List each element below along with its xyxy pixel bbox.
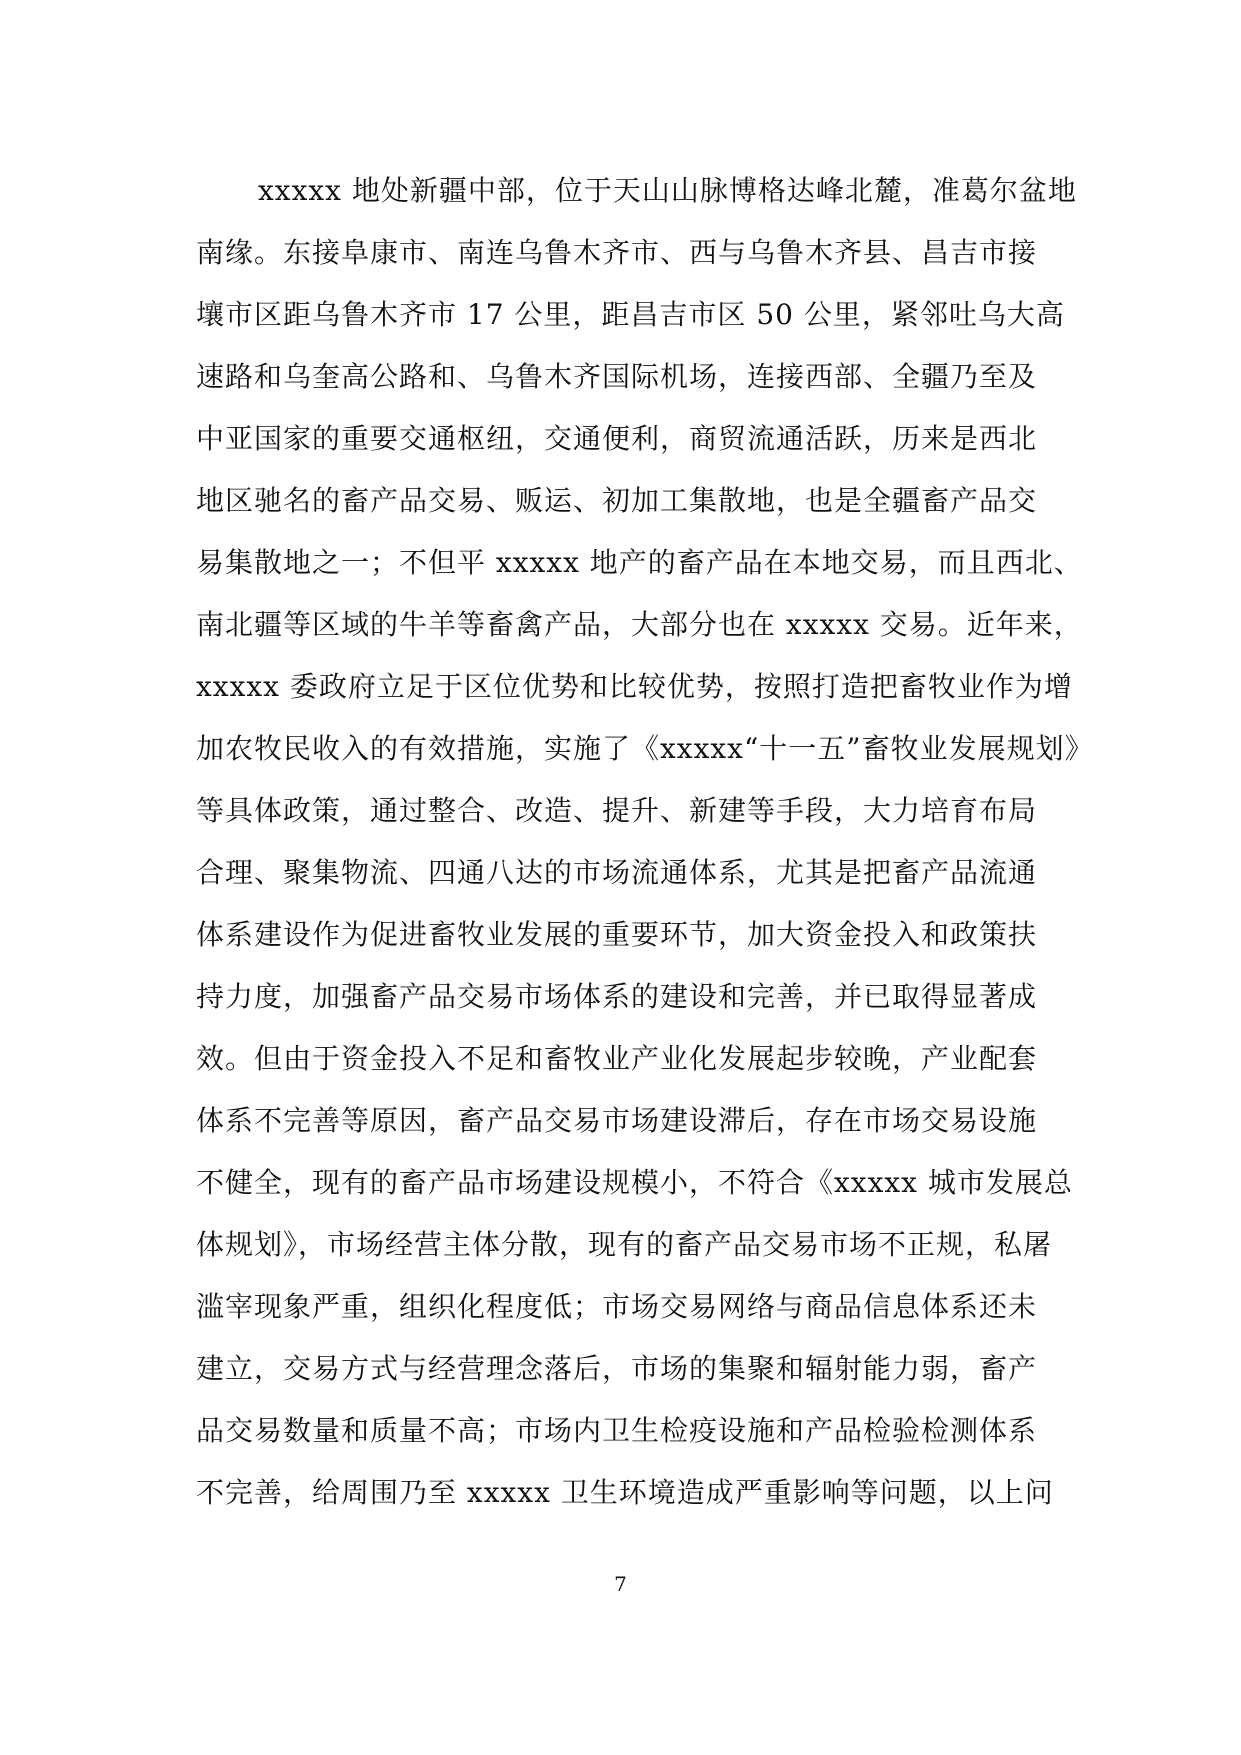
text-line: 持力度，加强畜产品交易市场体系的建设和完善，并已取得显著成	[196, 980, 1038, 1013]
text-line: xxxxx 委政府立足于区位优势和比较优势，按照打造把畜牧业作为增	[196, 670, 1073, 703]
text-line: 不完善，给周围乃至 xxxxx 卫生环境造成严重影响等问题，以上问	[196, 1476, 1054, 1509]
text-line: 中亚国家的重要交通枢纽，交通便利，商贸流通活跃，历来是西北	[196, 422, 1038, 455]
text-line: 合理、聚集物流、四通八达的市场流通体系，尤其是把畜产品流通	[196, 856, 1038, 889]
text-line: 等具体政策，通过整合、改造、提升、新建等手段，大力培育布局	[196, 794, 1038, 827]
text-line: 易集散地之一；不但平 xxxxx 地产的畜产品在本地交易，而且西北、	[196, 546, 1083, 579]
text-line: 效。但由于资金投入不足和畜牧业产业化发展起步较晚，产业配套	[196, 1042, 1038, 1075]
text-line: 地区驰名的畜产品交易、贩运、初加工集散地，也是全疆畜产品交	[196, 484, 1038, 517]
text-line: 体规划》，市场经营主体分散，现有的畜产品交易市场不正规，私屠	[196, 1228, 1053, 1261]
page-number: 7	[614, 1572, 627, 1596]
text-line: 滥宰现象严重，组织化程度低；市场交易网络与商品信息体系还未	[196, 1290, 1038, 1323]
text-line: 壤市区距乌鲁木齐市 17 公里，距昌吉市区 50 公里，紧邻吐乌大高	[196, 298, 1065, 331]
text-line: 南北疆等区域的牛羊等畜禽产品，大部分也在 xxxxx 交易。近年来，	[196, 608, 1083, 641]
text-line: 建立，交易方式与经营理念落后，市场的集聚和辐射能力弱，畜产	[196, 1352, 1038, 1385]
body-paragraph	[196, 160, 1106, 1524]
text-line: 加农牧民收入的有效措施，实施了《xxxxx“十一五”畜牧业发展规划》	[196, 732, 1094, 765]
text-line: 不健全，现有的畜产品市场建设规模小，不符合《xxxxx 城市发展总	[196, 1166, 1073, 1199]
text-line: 南缘。东接阜康市、南连乌鲁木齐市、西与乌鲁木齐县、昌吉市接	[196, 236, 1038, 269]
text-line: 品交易数量和质量不高；市场内卫生检疫设施和产品检验检测体系	[196, 1414, 1038, 1447]
text-line: 体系建设作为促进畜牧业发展的重要环节，加大资金投入和政策扶	[196, 918, 1038, 951]
text-line: 速路和乌奎高公路和、乌鲁木齐国际机场，连接西部、全疆乃至及	[196, 360, 1038, 393]
text-line: 体系不完善等原因，畜产品交易市场建设滞后，存在市场交易设施	[196, 1104, 1038, 1137]
text-line: xxxxx 地处新疆中部，位于天山山脉博格达峰北麓，准葛尔盆地	[258, 174, 1077, 207]
